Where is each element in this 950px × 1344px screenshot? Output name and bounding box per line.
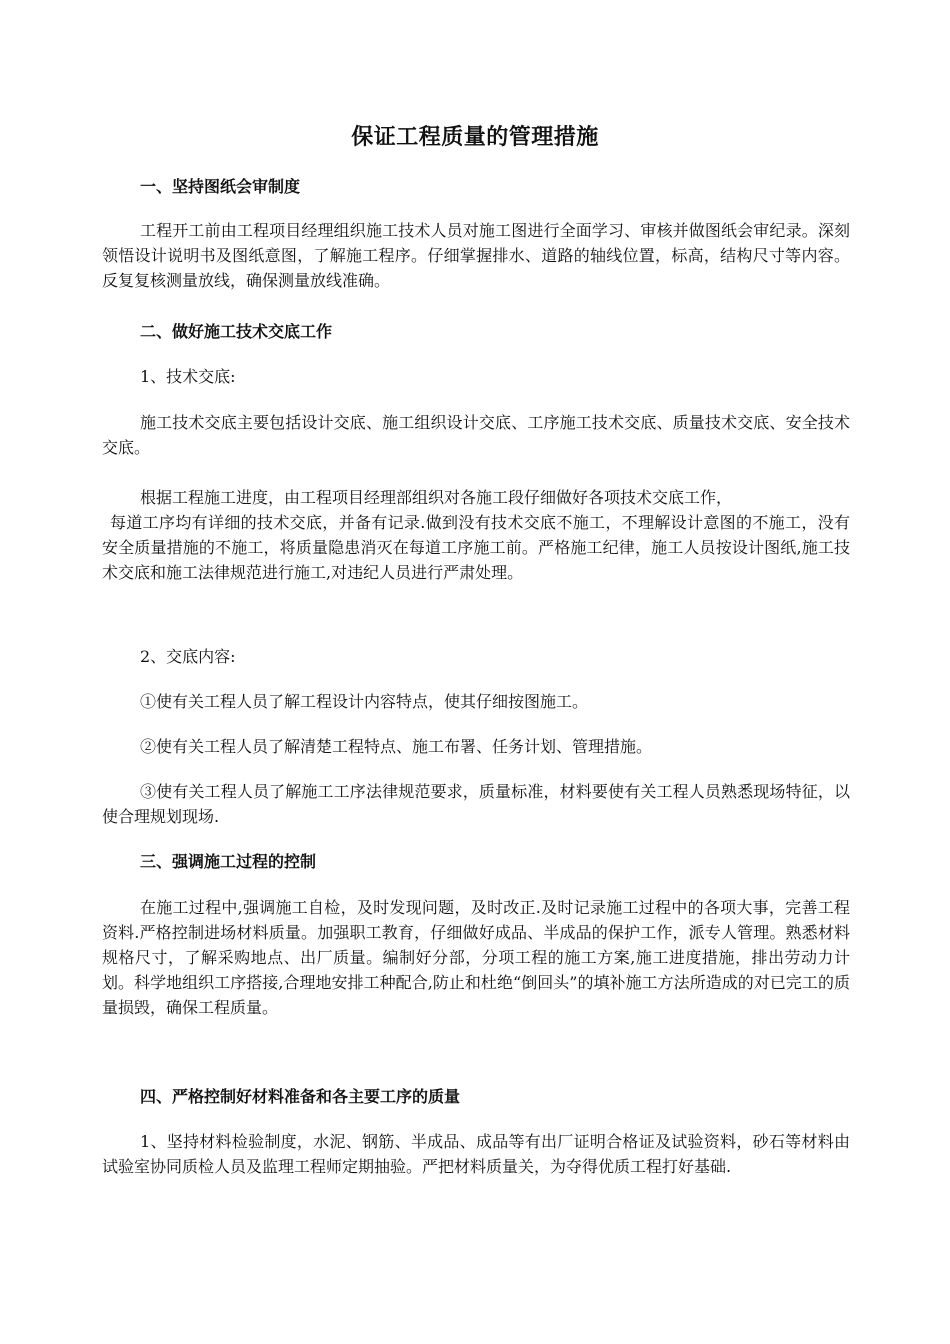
document-title: 保证工程质量的管理措施	[351, 124, 599, 150]
section-heading-3: 三、强调施工过程的控制	[140, 852, 317, 871]
section2-paragraph-2-continued: 每道工序均有详细的技术交底，并备有记录.做到没有技术交底不施工，不理解设计意图的不施工，没有安全质量措施的不施工，将质量隐患消灭在每道工序施工前。严格施工纪律，施工人员按设计图纸,施工技术交底和施工法律规范进行施工,对违纪人员进行严肃处理。	[102, 513, 850, 582]
section1-paragraph: 工程开工前由工程项目经理组织施工技术人员对施工图进行全面学习、审核并做图纸会审纪录。深刻领悟设计说明书及图纸意图，了解施工程序。仔细掌握排水、道路的轴线位置，标高，结构尺寸等内容。反复复核测量放线，确保测量放线准确。	[102, 221, 850, 290]
section-heading-2: 二、做好施工技术交底工作	[140, 322, 333, 341]
section2-paragraph-1: 施工技术交底主要包括设计交底、施工组织设计交底、工序施工技术交底、质量技术交底、安全技术交底。	[102, 413, 850, 457]
section-heading-1: 一、坚持图纸会审制度	[140, 177, 301, 196]
section3-paragraph: 在施工过程中,强调施工自检，及时发现问题，及时改正.及时记录施工过程中的各项大事，完善工程资料.严格控制进场材料质量。加强职工教育，仔细做好成品、半成品的保护工作，派专人管理。熟悉材料规格尺寸，了解采购地点、出厂质量。编制好分部，分项工程的施工方案,施工进度措施，排出劳动力计划。科学地组织工序搭接,合理地安排工种配合,防止和杜绝“倒回头”的填补施工方法所造成的对已完工的质量损毁，确保工程质量。	[102, 898, 850, 1017]
section2-item-1: ①使有关工程人员了解工程设计内容特点，使其仔细按图施工。	[140, 692, 589, 711]
section4-paragraph: 1、坚持材料检验制度，水泥、钢筋、半成品、成品等有出厂证明合格证及试验资料，砂石等材料由试验室协同质检人员及监理工程师定期抽验。严把材料质量关，为夺得优质工程打好基础.	[102, 1132, 850, 1176]
section2-paragraph-2: 根据工程施工进度，由工程项目经理部组织对各施工段仔细做好各项技术交底工作，	[140, 488, 733, 507]
section2-subheading-2: 2、交底内容:	[140, 647, 236, 666]
section2-item-2: ②使有关工程人员了解清楚工程特点、施工布署、任务计划、管理措施。	[140, 737, 653, 756]
section-heading-4: 四、严格控制好材料准备和各主要工序的质量	[140, 1087, 461, 1106]
section2-subheading-1: 1、技术交底:	[140, 367, 236, 386]
section2-item-3: ③使有关工程人员了解施工工序法律规范要求，质量标准，材料要使有关工程人员熟悉现场特征，以使合理规划现场.	[102, 782, 850, 826]
